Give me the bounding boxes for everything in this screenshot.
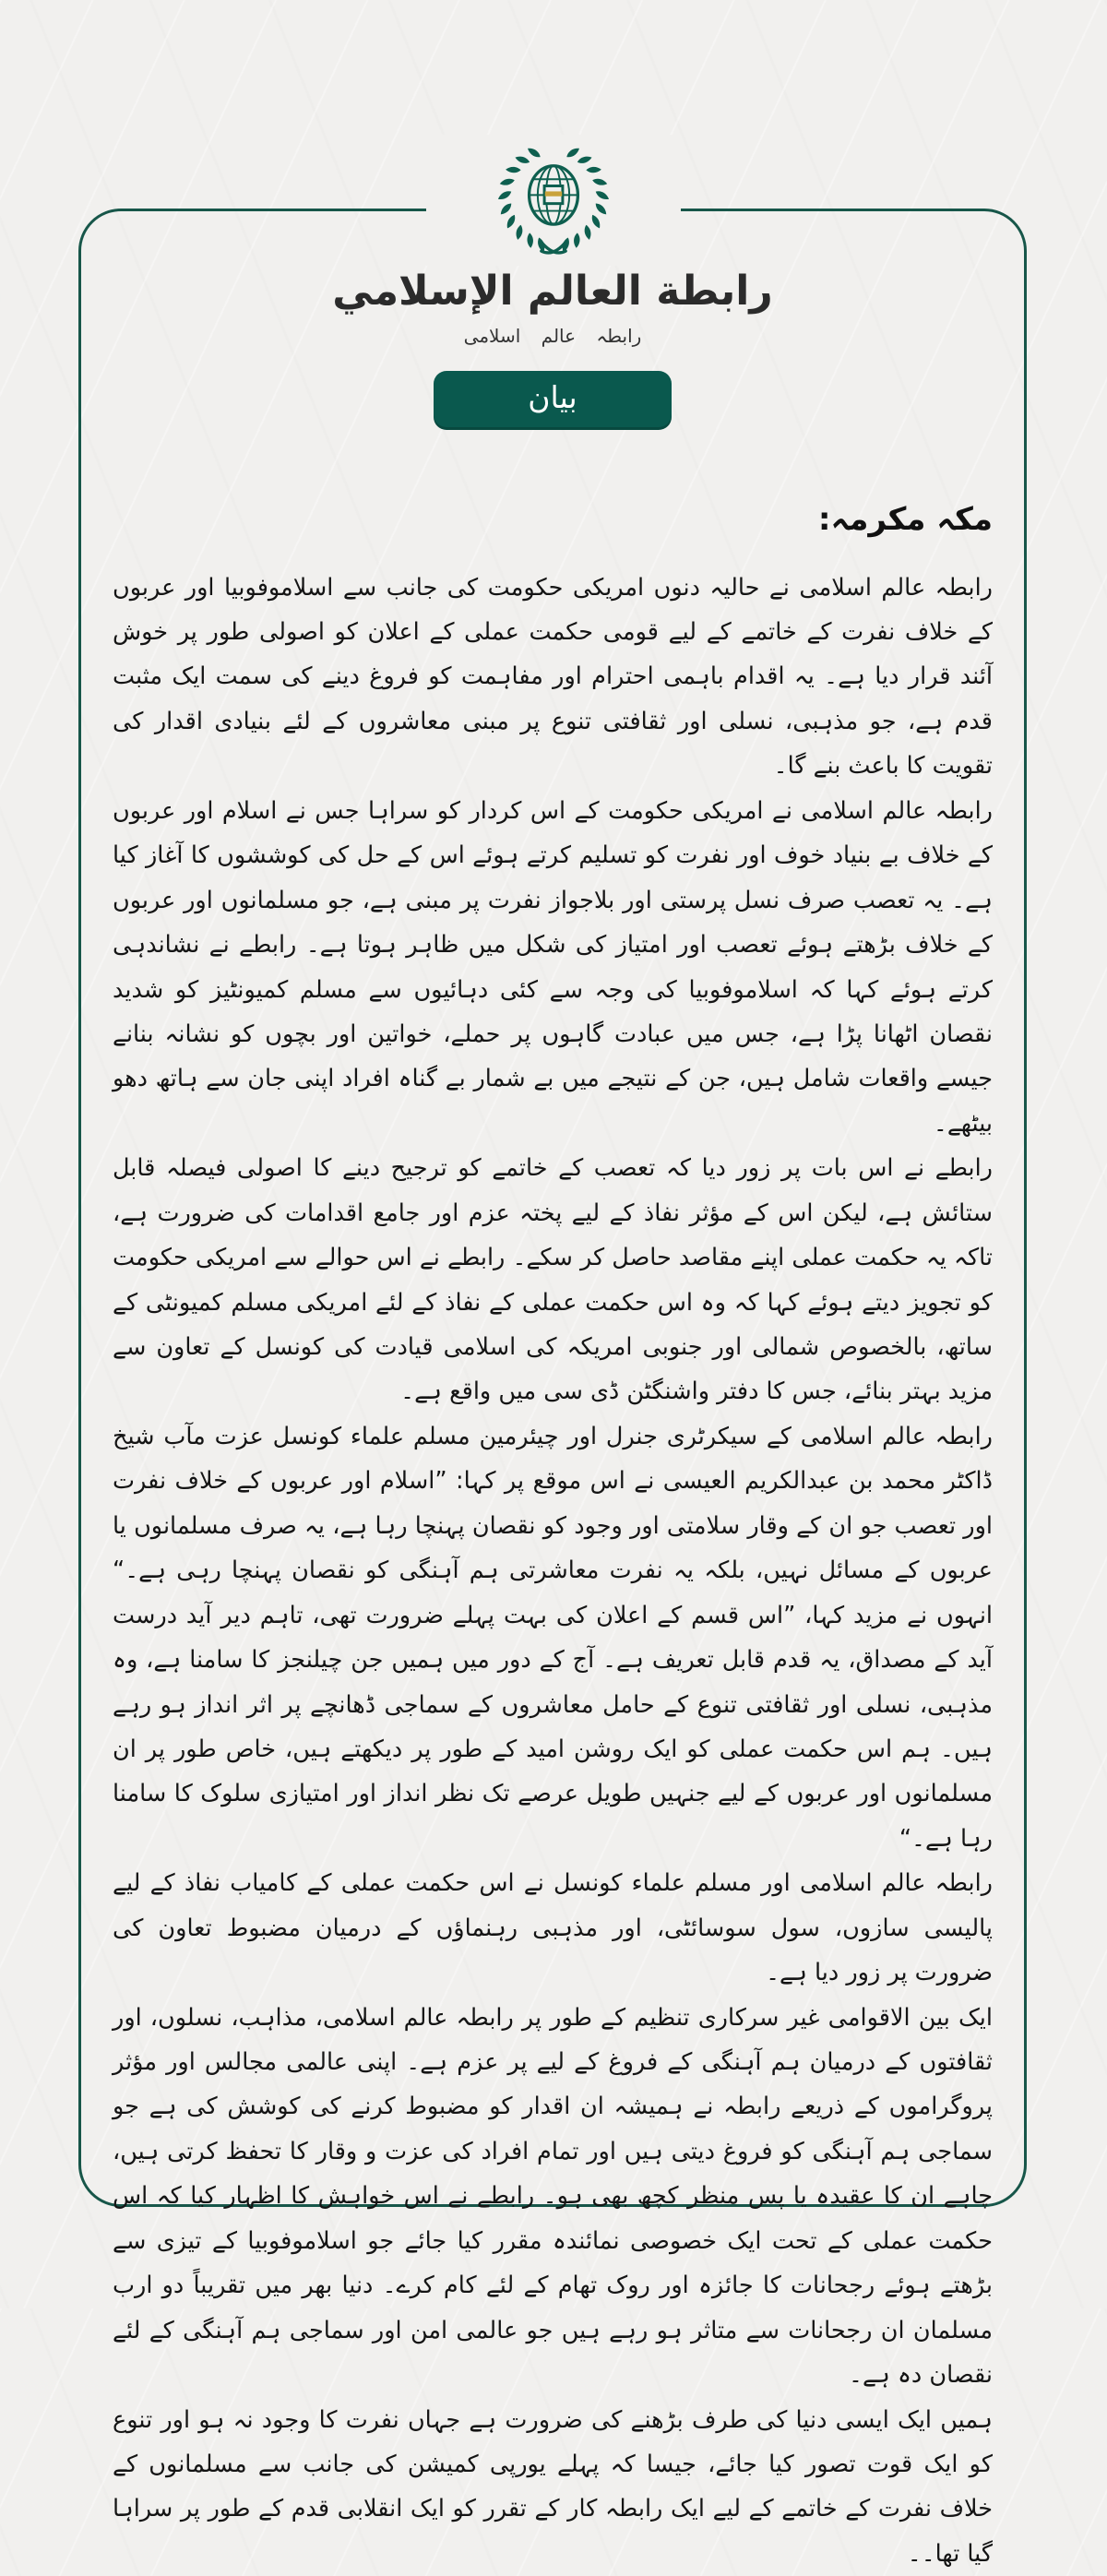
statement-paragraph: ایک بین الاقوامی غیر سرکاری تنظیم کے طور پر رابطہ عالم اسلامی، مذاہب، نسلوں، اور ثقافتوں کے درمیان ہم آہنگی کے فروغ کے لیے پر عزم ہے۔ اپنی عالمی مجالس اور مؤثر پروگراموں کے ذریعے رابطہ نے ہمیشہ ان اقدار کو مضبوط کرنے کی کوشش کی ہے جو سماجی ہم آہنگی کو فروغ دیتی ہیں اور تمام افراد کی عزت و وقار کا تحفظ کرتی ہیں، چاہے ان کا عقیدہ یا پس منظر کچھ بھی ہو۔ رابطے نے اس خواہش کا اظہار کیا کہ اس حکمت عملی کے تحت ایک خصوصی نمائندہ مقرر کیا جائے جو اسلاموفوبیا کے تیزی سے بڑھتے ہوئے رجحانات کا جائزہ اور روک تھام کے لئے کام کرے۔ دنیا بھر میں تقریباً دو ارب مسلمان ان رجحانات سے متاثر ہو رہے ہیں جو عالمی امن اور سماجی ہم آہنگی کے لئے نقصان دہ ہے۔ — [113, 2003, 993, 2390]
logo-container — [426, 135, 681, 266]
statement-banner-label: بيان — [528, 379, 577, 416]
statement-body — [113, 566, 993, 2576]
statement-paragraph: رابطہ عالم اسلامی اور مسلم علماء کونسل نے اس حکمت عملی کے کامیاب نفاذ کے لیے پالیسی سازوں، سول سوسائٹی، اور مذہبی رہنماؤں کے درمیان مضبوط تعاون کی ضرورت پر زور دیا ہے۔ — [113, 1869, 993, 1987]
org-name-calligraphy: رابطة العالم الإسلامي — [332, 268, 773, 315]
statement-paragraph: رابطے نے اس بات پر زور دیا کہ تعصب کے خاتمے کو ترجیح دینے کا اصولی فیصلہ قابل ستائش ہے، لیکن اس کے مؤثر نفاذ کے لیے پختہ عزم اور جامع اقدامات کی ضرورت ہے، تاکہ یہ حکمت عملی اپنے مقاصد حاصل کر سکے۔ رابطے نے اس حوالے سے امریکی حکومت کو تجویز دیتے ہوئے کہا کہ وہ اس حکمت عملی کے نفاذ کے لئے امریکی مسلم کمیونٹی کے ساتھ، بالخصوص شمالی اور جنوبی امریکہ کی اسلامی قیادت کی کونسل کے تعاون سے مزید بہتر بنائے، جس کا دفتر واشنگٹن ڈی سی میں واقع ہے۔ — [113, 1154, 993, 1406]
statement-banner — [434, 371, 672, 430]
statement-paragraph: رابطہ عالم اسلامی کے سیکرٹری جنرل اور چیئرمین مسلم علماء کونسل عزت مآب شیخ ڈاکٹر محمد بن عبدالکریم العیسی نے اس موقع پر کہا: ”اسلام اور عربوں کے خلاف نفرت اور تعصب جو ان کے وقار سلامتی اور وجود کو نقصان پہنچا رہا ہے، یہ صرف مسلمانوں یا عربوں کے مسائل نہیں، بلکہ یہ نفرت معاشرتی ہم آہنگی کو نقصان پہنچا رہی ہے۔“ انہوں نے مزید کہا، ”اس قسم کے اعلان کی بہت پہلے ضرورت تھی، تاہم دیر آید درست آید کے مصداق، یہ قدم قابل تعریف ہے۔ آج کے دور میں ہمیں جن چیلنجز کا سامنا ہے، وہ مذہبی، نسلی اور ثقافتی تنوع کے حامل معاشروں کے سماجی ڈھانچے پر اثر انداز ہو رہے ہیں۔ ہم اس حکمت عملی کو ایک روشن امید کے طور پر دیکھتے ہیں، خاص طور پر ان مسلمانوں اور عربوں کے لیے جنہیں طویل عرصے تک نظر انداز اور امتیازی سلوک کا سامنا رہا ہے۔“ — [113, 1422, 993, 1853]
statement-card — [78, 209, 1027, 2568]
mwl-globe-laurel-emblem-icon — [493, 137, 614, 266]
statement-paragraph: رابطہ عالم اسلامی نے امریکی حکومت کے اس کردار کو سراہا جس نے اسلام اور عربوں کے خلاف بے بنیاد خوف اور نفرت کو تسلیم کرتے ہوئے اس کے حل کی کوششوں کا آغاز کیا ہے۔ یہ تعصب صرف نسل پرستی اور بلاجواز نفرت پر مبنی ہے، جو مسلمانوں اور عربوں کے خلاف بڑھتے ہوئے تعصب اور امتیاز کی شکل میں ظاہر ہوتا ہے۔ رابطے نے نشاندہی کرتے ہوئے کہا کہ اسلاموفوبیا کی وجہ سے کئی دہائیوں سے مسلم کمیونٹیز کو شدید نقصان اٹھانا پڑا ہے، جس میں عبادت گاہوں پر حملے، خواتین اور بچوں کو نشانہ بنانے جیسے واقعات شامل ہیں، جن کے نتیجے میں بے شمار بے گناہ افراد اپنی جان سے ہاتھ دھو بیٹھے۔ — [113, 796, 993, 1138]
org-name-urdu: رابطہ عالم اسلامی — [463, 324, 642, 347]
dateline-heading: مکہ مکرمہ: — [817, 500, 993, 538]
masthead — [81, 268, 1024, 347]
statement-paragraph: ہمیں ایک ایسی دنیا کی طرف بڑھنے کی ضرورت ہے جہاں نفرت کا وجود نہ ہو اور تنوع کو ایک قوت تصور کیا جائے، جیسا کہ پہلے یورپی کمیشن کی جانب سے مسلمانوں کے خلاف نفرت کے خاتمے کے لیے ایک رابطہ کار کے تقرر کو ایک انقلابی قدم کے طور پر سراہا گیا تھا۔۔ — [113, 2405, 993, 2568]
statement-paragraph: رابطہ عالم اسلامی نے حالیہ دنوں امریکی حکومت کی جانب سے اسلاموفوبیا اور عربوں کے خلاف نفرت کے خاتمے کے لیے قومی حکمت عملی کے اعلان کو اصولی طور پر خوش آئند قرار دیا ہے۔ یہ اقدام باہمی احترام اور مفاہمت کو فروغ دینے کی سمت ایک مثبت قدم ہے، جو مذہبی، نسلی اور ثقافتی تنوع پر مبنی معاشروں کے لئے بنیادی اقدار کی تقویت کا باعث بنے گا۔ — [113, 573, 993, 781]
